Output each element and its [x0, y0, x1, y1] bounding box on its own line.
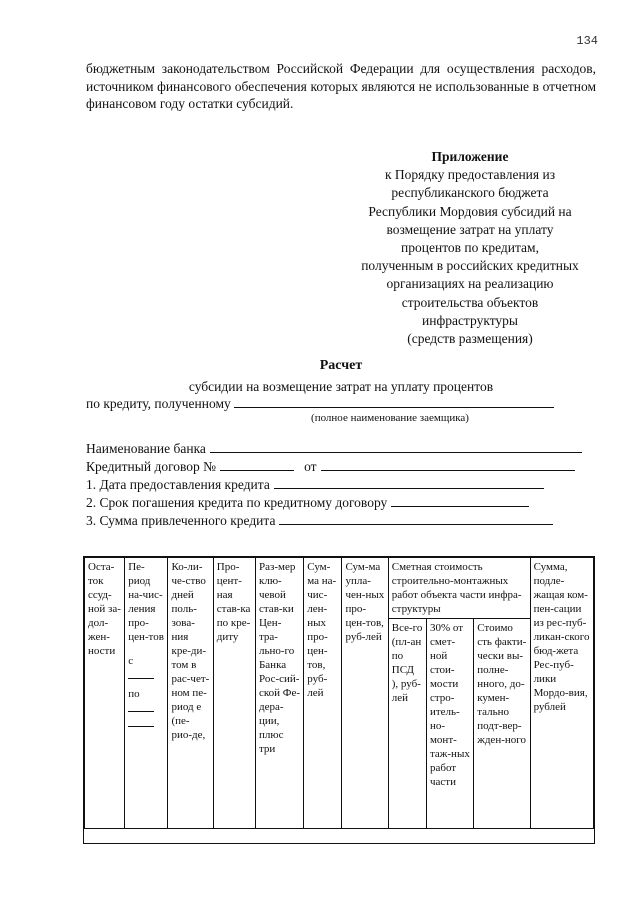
- intro-paragraph: [86, 60, 596, 113]
- col-interest-period-extra-blank[interactable]: [128, 716, 154, 727]
- col-interest-period-from: с: [128, 655, 134, 667]
- borrower-hint: (полное наименование заемщика): [311, 412, 469, 424]
- appendix-line: инфраструктуры: [422, 312, 518, 328]
- credit-contract-number-blank[interactable]: [220, 458, 294, 471]
- col-thirty-percent: 30% от смет-ной стои-мости стро-итель-но-монт-таж-ных работ части: [426, 619, 473, 829]
- item2-label: 2. Срок погашения кредита по кредитному договору: [86, 495, 388, 510]
- calc-table-wrapper: [83, 556, 595, 844]
- col-interest-period-label: Пе-риод на-чис-ления про-цен-тов: [128, 561, 164, 643]
- appendix-line: Республики Мордовия субсидий на: [368, 203, 572, 219]
- item1-blank[interactable]: [274, 476, 544, 489]
- col-accrued-interest: Сум-ма на-чис-лен-ных про-цен-тов, руб-лей: [304, 558, 342, 829]
- item1-label: 1. Дата предоставления кредита: [86, 477, 270, 492]
- calc-table: [84, 557, 594, 829]
- appendix-line: процентов по кредитам,: [401, 240, 539, 256]
- calc-title: Расчет: [319, 358, 363, 373]
- col-actual-cost: Стоимо сть факти-чески вы-полне-нного, до-кумен-тально подт-вер-жден-ного: [474, 619, 530, 829]
- appendix-block: [340, 148, 600, 348]
- bank-name-label: Наименование банка: [86, 441, 206, 456]
- credit-contract-date-blank[interactable]: [321, 458, 575, 471]
- appendix-line: строительства объектов: [401, 294, 539, 310]
- col-key-rate: Раз-мер клю-чевой став-ки Цен-тра-льно-го Банка Рос-сий-ской Фе-дера-ции, плюс три: [255, 558, 303, 829]
- item2-blank[interactable]: [391, 494, 529, 507]
- col-interest-period-from-blank[interactable]: [128, 668, 154, 679]
- borrower-line: [86, 395, 596, 413]
- col-interest-period: [125, 558, 168, 829]
- appendix-line: полученным в российских кредитных: [361, 258, 579, 274]
- col-total-psd: Все-го (пл-ан по ПСД ), руб-лей: [388, 619, 426, 829]
- appendix-title: Приложение: [431, 149, 509, 164]
- item3-label: 3. Сумма привлеченного кредита: [86, 513, 276, 528]
- credit-contract-label: Кредитный договор №: [86, 459, 217, 474]
- col-residual-debt: Оста-ток ссуд-ной за-дол-жен-ности: [85, 558, 125, 829]
- col-paid-interest: Сум-ма упла-чен-ных про-цен-тов, руб-лей: [342, 558, 388, 829]
- appendix-line: республиканского бюджета: [391, 185, 549, 201]
- borrower-label: по кредиту, полученному: [86, 396, 231, 411]
- appendix-line: (средств размещения): [407, 331, 533, 347]
- col-days-of-use: Ко-ли-че-ство дней поль-зова-ния кре-ди-том в рас-чет-ном пе-риод е (пе-рио-де,: [168, 558, 213, 829]
- appendix-line: организациях на реализацию: [386, 276, 554, 292]
- appendix-line: возмещение затрат на уплату: [386, 221, 554, 237]
- bank-name-blank[interactable]: [210, 440, 582, 453]
- col-estimated-cost: Сметная стоимость строительно-монтажных работ объекта части инфра-структуры: [388, 558, 530, 619]
- item3-row: [86, 512, 606, 530]
- fields-block: [86, 440, 606, 530]
- borrower-blank[interactable]: [234, 395, 554, 408]
- col-interest-period-to: по: [128, 688, 140, 700]
- col-interest-rate: Про-цент-ная став-ка по кре-диту: [213, 558, 255, 829]
- credit-contract-row: [86, 458, 606, 476]
- appendix-line: к Порядку предоставления из: [384, 167, 556, 183]
- credit-contract-from-label: от: [304, 459, 317, 474]
- item2-row: [86, 494, 606, 512]
- col-interest-period-to-blank[interactable]: [128, 701, 154, 712]
- page-number: 134: [576, 34, 598, 48]
- calc-subtitle: субсидии на возмещение затрат на уплату процентов: [188, 379, 494, 394]
- item1-row: [86, 476, 606, 494]
- col-compensation-amount: Сумма, подле-жащая ком-пен-сации из рес-пуб-ликан-ского бюд-жета Рес-пуб-лики Мордо-вия, рублей: [530, 558, 593, 829]
- item3-blank[interactable]: [279, 512, 553, 525]
- bank-name-row: [86, 440, 606, 458]
- intro-text: бюджетным законодательством Российской Федерации для осуществления расходов, источником финансового обеспечения которых являются не использованные в отчетном финансовом году остатки субсидий.: [86, 61, 596, 111]
